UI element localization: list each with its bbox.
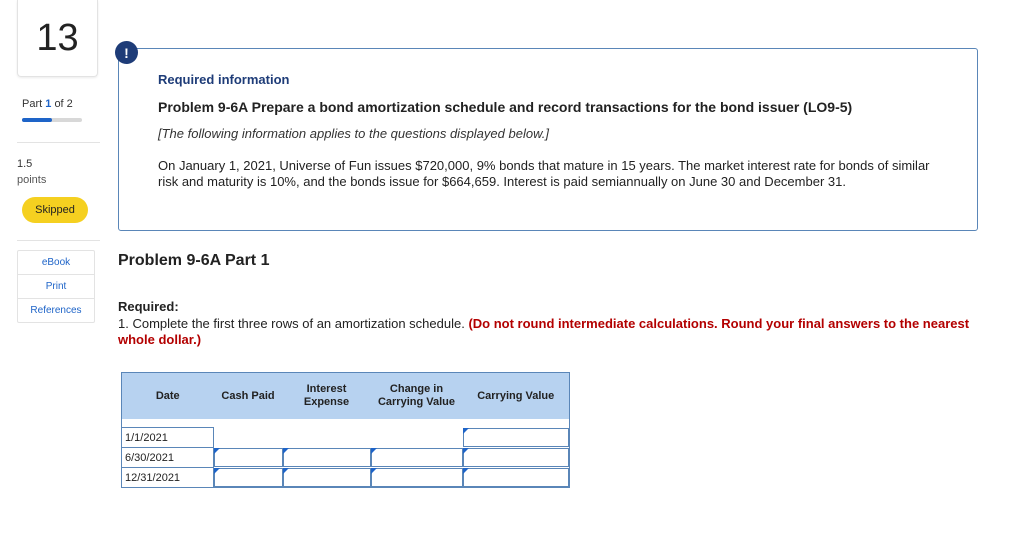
part-current: 1: [45, 98, 52, 110]
ebook-link[interactable]: eBook: [41, 257, 71, 268]
row-date: 1/1/2021: [122, 428, 214, 448]
header-cash-paid: Cash Paid: [214, 373, 283, 420]
change-cell: [371, 428, 463, 448]
table-row: [122, 448, 570, 468]
part-progress-bar: [22, 118, 82, 122]
header-change-line1: Change in: [389, 383, 444, 395]
input-marker-icon: [214, 468, 220, 474]
resources-panel: [17, 250, 95, 323]
required-label: Required:: [118, 299, 179, 314]
part-heading: Problem 9-6A Part 1: [118, 252, 270, 269]
header-interest-line1: Interest: [306, 383, 347, 395]
cash-paid-input[interactable]: [214, 448, 283, 467]
cash-paid-input[interactable]: [214, 468, 283, 487]
header-interest-expense: [283, 373, 371, 420]
row-date: 12/31/2021: [122, 468, 214, 488]
divider: [17, 240, 100, 241]
required-instruction: [118, 316, 978, 348]
change-input[interactable]: [371, 468, 463, 487]
info-body: On January 1, 2021, Universe of Fun issues $720,000, 9% bonds that mature in 15 years. The market interest rate for bonds of similar risk and maturity is 10%, and the bonds issue for $664,659. Interest is paid semiannually on June 30 and December 31.: [158, 158, 930, 189]
cash-paid-cell: [214, 428, 283, 448]
interest-expense-cell: [283, 428, 371, 448]
required-info-box: [118, 48, 978, 231]
amortization-table: [121, 372, 570, 488]
status-badge: Skipped: [22, 197, 88, 223]
problem-title: Problem 9-6A Prepare a bond amortization schedule and record transactions for the bond issuer (LO9-5): [158, 99, 853, 115]
header-change-in-carrying-value: [371, 373, 463, 420]
cash-paid-cell: [214, 448, 283, 468]
carrying-value-cell: [463, 428, 570, 448]
change-cell: [371, 468, 463, 488]
input-marker-icon: [371, 468, 377, 474]
instruction-text: 1. Complete the first three rows of an amortization schedule.: [118, 316, 465, 331]
carrying-value-cell: [463, 468, 570, 488]
input-marker-icon: [214, 448, 220, 454]
header-date: Date: [122, 373, 214, 420]
input-marker-icon: [463, 448, 469, 454]
header-interest-line2: Expense: [303, 396, 350, 408]
divider: [17, 142, 100, 143]
input-marker-icon: [463, 428, 469, 434]
interest-expense-cell: [283, 468, 371, 488]
header-change-line2: Carrying Value: [377, 396, 456, 408]
question-number: 13: [17, 0, 98, 77]
points-value: 1.5: [17, 158, 33, 170]
carrying-value-input[interactable]: [463, 428, 570, 447]
part-prefix: Part: [22, 98, 43, 110]
part-of: of 2: [54, 98, 73, 110]
alert-icon: !: [115, 41, 138, 64]
points-label: points: [17, 174, 47, 186]
part-progress-fill: [22, 118, 52, 122]
interest-expense-input[interactable]: [283, 468, 371, 487]
interest-expense-cell: [283, 448, 371, 468]
interest-expense-input[interactable]: [283, 448, 371, 467]
print-link[interactable]: Print: [18, 274, 94, 298]
table-row: [122, 428, 570, 448]
carrying-value-cell: [463, 448, 570, 468]
table-header-row: [122, 373, 570, 420]
input-marker-icon: [283, 468, 289, 474]
references-link[interactable]: References: [18, 298, 94, 322]
row-date: 6/30/2021: [122, 448, 214, 468]
info-note: [The following information applies to the questions displayed below.]: [158, 126, 549, 141]
change-input[interactable]: [371, 448, 463, 467]
rounding-warning: (Do not round intermediate calculations. Round your final answers to the nearest whole dollar.): [118, 316, 970, 347]
part-indicator: [22, 98, 73, 110]
carrying-value-input[interactable]: [463, 448, 570, 467]
change-cell: [371, 448, 463, 468]
input-marker-icon: [463, 468, 469, 474]
table-row: [122, 468, 570, 488]
input-marker-icon: [371, 448, 377, 454]
header-carrying-value: Carrying Value: [463, 373, 570, 420]
info-title: Required information: [158, 72, 290, 87]
cash-paid-cell: [214, 468, 283, 488]
carrying-value-input[interactable]: [463, 468, 570, 487]
input-marker-icon: [283, 448, 289, 454]
